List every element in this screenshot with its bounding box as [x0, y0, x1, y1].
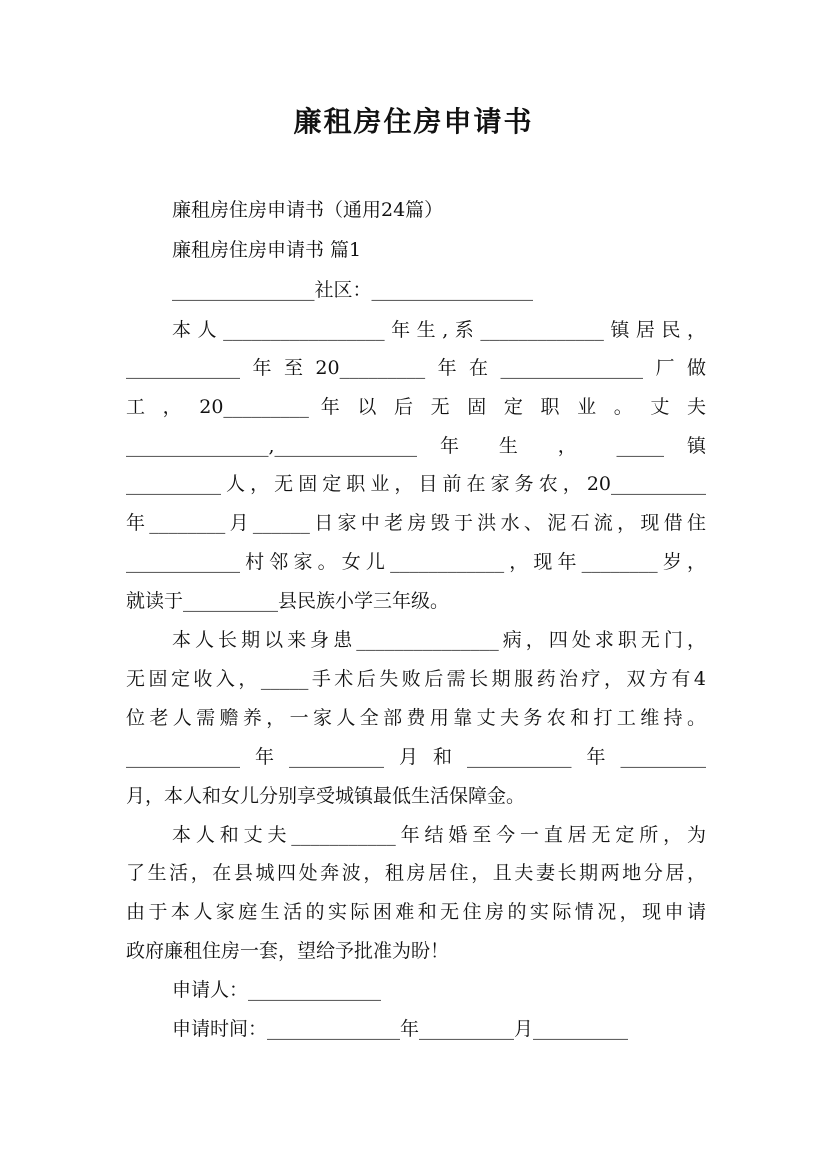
section-heading: 廉租房住房申请书 篇1 — [172, 239, 362, 261]
applicant-line: 申请人：______________ — [172, 979, 382, 1001]
paragraph-line: _______________,_______________ 年 生 ， _____ 镇 — [126, 435, 706, 457]
paragraph-line: 政府廉租住房一套，望给予批准为盼！ — [126, 940, 450, 962]
paragraph-line: 工 ， 20_________ 年 以 后 无 固 定 职 业 。 丈 夫 — [126, 396, 706, 418]
paragraph-line: 月，本人和女儿分别享受城镇最低生活保障金。 — [126, 785, 526, 807]
paragraph-line: 年________月______日家中老房毁于洪水、泥石流，现借住 — [126, 512, 706, 534]
paragraph-line: 本人长期以来身患_______________病，四处求职无门， — [172, 629, 706, 651]
paragraph-line: 本人和丈夫___________年结婚至今一直居无定所，为 — [172, 824, 706, 846]
paragraph-line: 就读于__________县民族小学三年级。 — [126, 590, 450, 612]
paragraph-line: ____________村邻家。女儿____________，现年________岁， — [126, 551, 706, 573]
paragraph-line: 了生活，在县城四处奔波，租房居住，且夫妻长期两地分居， — [126, 862, 706, 884]
paragraph-line: 无固定收入，_____手术后失败后需长期服药治疗，双方有4 — [126, 668, 706, 690]
paragraph-line: 本人_________________年生,系_____________镇居民， — [172, 319, 706, 341]
paragraph-line: 位老人需赡养，一家人全部费用靠丈夫务农和打工维持。 — [126, 707, 706, 729]
paragraph-line: ____________年至20_________年在_______________厂做 — [126, 357, 706, 379]
document-title: 廉租房住房申请书 — [293, 105, 534, 138]
application-date-line: 申请时间：______________年__________月__________ — [172, 1018, 629, 1040]
paragraph-line: __________人，无固定职业，目前在家务农，20__________ — [126, 473, 706, 495]
paragraph-line: ____________年__________月和___________年_________ — [126, 746, 706, 768]
subtitle-line: 廉租房住房申请书（通用24篇） — [172, 199, 444, 221]
community-line: _______________社区：_________________ — [172, 279, 534, 301]
paragraph-line: 由于本人家庭生活的实际困难和无住房的实际情况，现申请 — [126, 901, 706, 923]
